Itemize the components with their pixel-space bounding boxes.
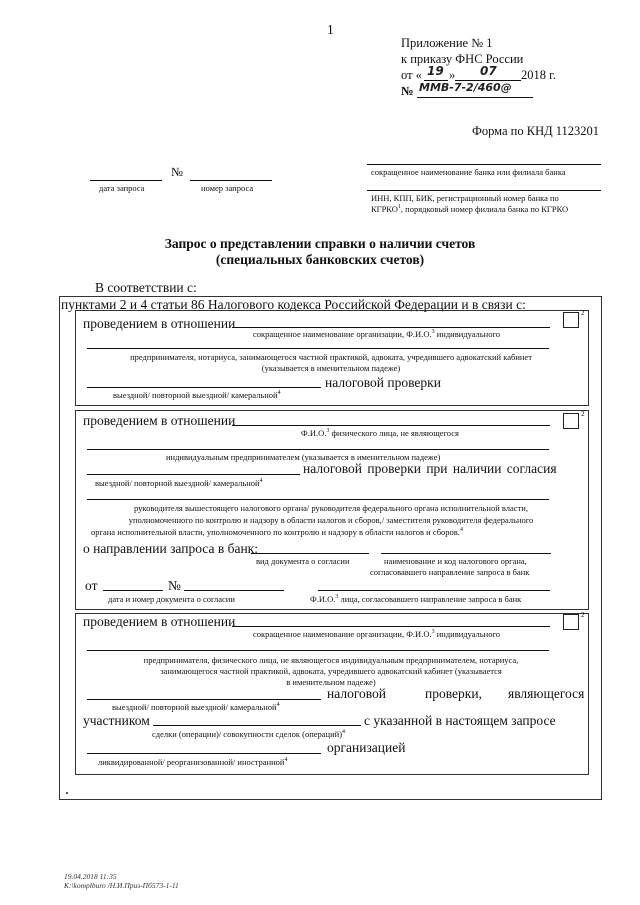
block2-subject-line-2[interactable] <box>87 449 549 450</box>
block1-checkbox-note: 2 <box>581 309 585 317</box>
block1-subject-line-2[interactable] <box>87 348 549 349</box>
document-title-line1: Запрос о представлении справки о наличии счетов <box>164 236 476 251</box>
block2-num-sign: № <box>168 578 181 593</box>
block2-checkbox-note: 2 <box>581 410 585 418</box>
stray-dot <box>66 792 68 794</box>
block3-caption-1: сокращенное наименование организации, Ф.И.О.$^3$ индивидуального <box>253 629 501 639</box>
block1-caption-1: сокращенное наименование организации, Ф.И.О.$^3$ индивидуального <box>253 329 501 339</box>
order-date-prefix: от « <box>401 68 422 82</box>
order-number: ММВ-7-2/460@ <box>419 81 512 94</box>
block3-caption-3: занимающегося частной практикой, адвоката, учредившего адвокатский кабинет (указывается <box>160 666 502 676</box>
block2-caption-1: Ф.И.О.$^3$ физического лица, не являющегося <box>301 428 459 438</box>
bank-name-line[interactable] <box>367 164 601 165</box>
block1-checkbox[interactable] <box>563 312 579 328</box>
block2-caption-5: уполномоченного по контролю и надзору в области налогов и сборов,/ заместителя руководителя федерального <box>128 515 534 525</box>
block1-audit-type-line[interactable] <box>87 387 321 388</box>
block3-caption-7: ликвидированной/ реорганизованной/ иностранной$^4$ <box>98 757 288 767</box>
footer-timestamp: 19.04.2018 11:35 <box>64 872 117 881</box>
block2-caption-2: индивидуальным предпринимателем (указывается в именительном падеже) <box>166 452 441 462</box>
page-number: 1 <box>327 22 334 37</box>
bank-ids-caption-2: КГРКО$^1$, порядковый номер филиала банка по КГРКО <box>371 204 569 214</box>
block2-caption-10: дата и номер документа о согласии <box>108 594 235 604</box>
block3-subject-line-2[interactable] <box>87 650 549 651</box>
block3-transaction-line[interactable] <box>153 725 361 726</box>
appendix-label: Приложение № 1 <box>401 36 493 50</box>
block2-caption-4: руководителя вышестоящего налогового органа/ руководителя федерального органа исполнительной власти, <box>134 503 528 513</box>
block3-word-3: являющегося <box>508 686 585 701</box>
block3-checkbox-note: 2 <box>581 611 585 619</box>
block3-caption-6: сделки (операции)/ совокупности сделок (операций)$^4$ <box>152 729 346 739</box>
block3-participant: участником <box>83 713 150 728</box>
block3-with-text: с указанной в настоящем запросе <box>364 713 556 728</box>
block1-subject-line[interactable] <box>232 327 550 328</box>
block2-direction: о направлении запроса в банк: <box>83 541 258 556</box>
intro-text: В соответствии с: <box>95 280 197 295</box>
bank-name-caption: сокращенное наименование банка или филиала банка <box>371 167 566 177</box>
block3-audit-type-line[interactable] <box>87 699 321 700</box>
block1-caption-3: (указывается в именительном падеже) <box>261 363 401 373</box>
block2-caption-7: вид документа о согласии <box>256 556 350 566</box>
block3-subject-line[interactable] <box>232 626 550 627</box>
order-year: 2018 г. <box>521 68 556 82</box>
document-title-line2: (специальных банковских счетов) <box>215 252 425 267</box>
block2-audit-type-line[interactable] <box>87 474 300 475</box>
block1-caption-4: выездной/ повторной выездной/ камеральной$^4$ <box>113 390 281 400</box>
request-number-line[interactable] <box>190 180 272 181</box>
block2-caption-6: органа исполнительной власти, уполномоченного по контролю и надзору в области налогов и сборов.$^4$ <box>91 527 463 537</box>
block2-caption-8: наименование и код налогового органа, <box>384 556 527 566</box>
block3-org-type-line[interactable] <box>87 753 321 754</box>
block3-caption-2: предпринимателя, физического лица, не являющегося индивидуальным предпринимателем, нотариуса, <box>143 655 519 665</box>
block2-caption-9: согласовавшего направление запроса в банк <box>370 567 530 577</box>
block1-lead: проведением в отношении <box>83 316 236 331</box>
block2-doc-type-line[interactable] <box>251 553 369 554</box>
block2-approver-line[interactable] <box>318 590 550 591</box>
block3-word-1: налоговой <box>327 686 387 701</box>
request-number-caption: номер запроса <box>201 183 254 193</box>
order-day: 19 <box>427 64 444 78</box>
block3-checkbox[interactable] <box>563 614 579 630</box>
request-date-caption: дата запроса <box>99 183 145 193</box>
order-month: 07 <box>480 64 497 78</box>
block2-tax-authority-line[interactable] <box>381 553 551 554</box>
block2-subject-line[interactable] <box>232 425 550 426</box>
order-date-mid: » <box>449 68 456 82</box>
order-number-prefix: № <box>401 84 414 98</box>
block2-ot: от <box>85 578 98 593</box>
block3-org: организацией <box>327 740 406 755</box>
block2-caption-11: Ф.И.О.$^3$ лица, согласовавшего направление запроса в банк <box>310 594 522 604</box>
block1-caption-2: предпринимателя, нотариуса, занимающегося частной практикой, адвоката, учредившего адвокатский кабинет <box>130 352 532 362</box>
footer-path: К:\komplburo /Н.И.Приз-Пб573-1-11 <box>64 881 179 890</box>
block2-lead: проведением в отношении <box>83 413 236 428</box>
block2-consent-date-line[interactable] <box>103 590 163 591</box>
block2-consent-number-line[interactable] <box>184 590 284 591</box>
block2-caption-3: выездной/ повторной выездной/ камеральной$^4$ <box>95 478 263 488</box>
block2-checkbox[interactable] <box>563 413 579 429</box>
block3-caption-5: выездной/ повторной выездной/ камеральной$^4$ <box>112 702 280 712</box>
bank-ids-line[interactable] <box>367 190 601 191</box>
block2-consent-line[interactable] <box>87 499 549 500</box>
bank-ids-caption-1: ИНН, КПП, БИК, регистрационный номер банка по <box>371 193 559 203</box>
block2-tail: налоговой проверки при наличии согласия <box>303 461 557 476</box>
block3-lead: проведением в отношении <box>83 614 236 629</box>
basis-main-line: пунктами 2 и 4 статьи 86 Налогового кодекса Российской Федерации и в связи с: <box>61 297 526 312</box>
request-number-sign: № <box>171 165 183 179</box>
request-date-line[interactable] <box>90 180 162 181</box>
block1-tail: налоговой проверки <box>325 375 441 390</box>
block3-word-2: проверки, <box>425 686 482 701</box>
block3-caption-4: в именительном падеже) <box>286 677 376 687</box>
order-label: к приказу ФНС России <box>401 52 524 66</box>
form-code: Форма по КНД 1123201 <box>472 124 600 138</box>
